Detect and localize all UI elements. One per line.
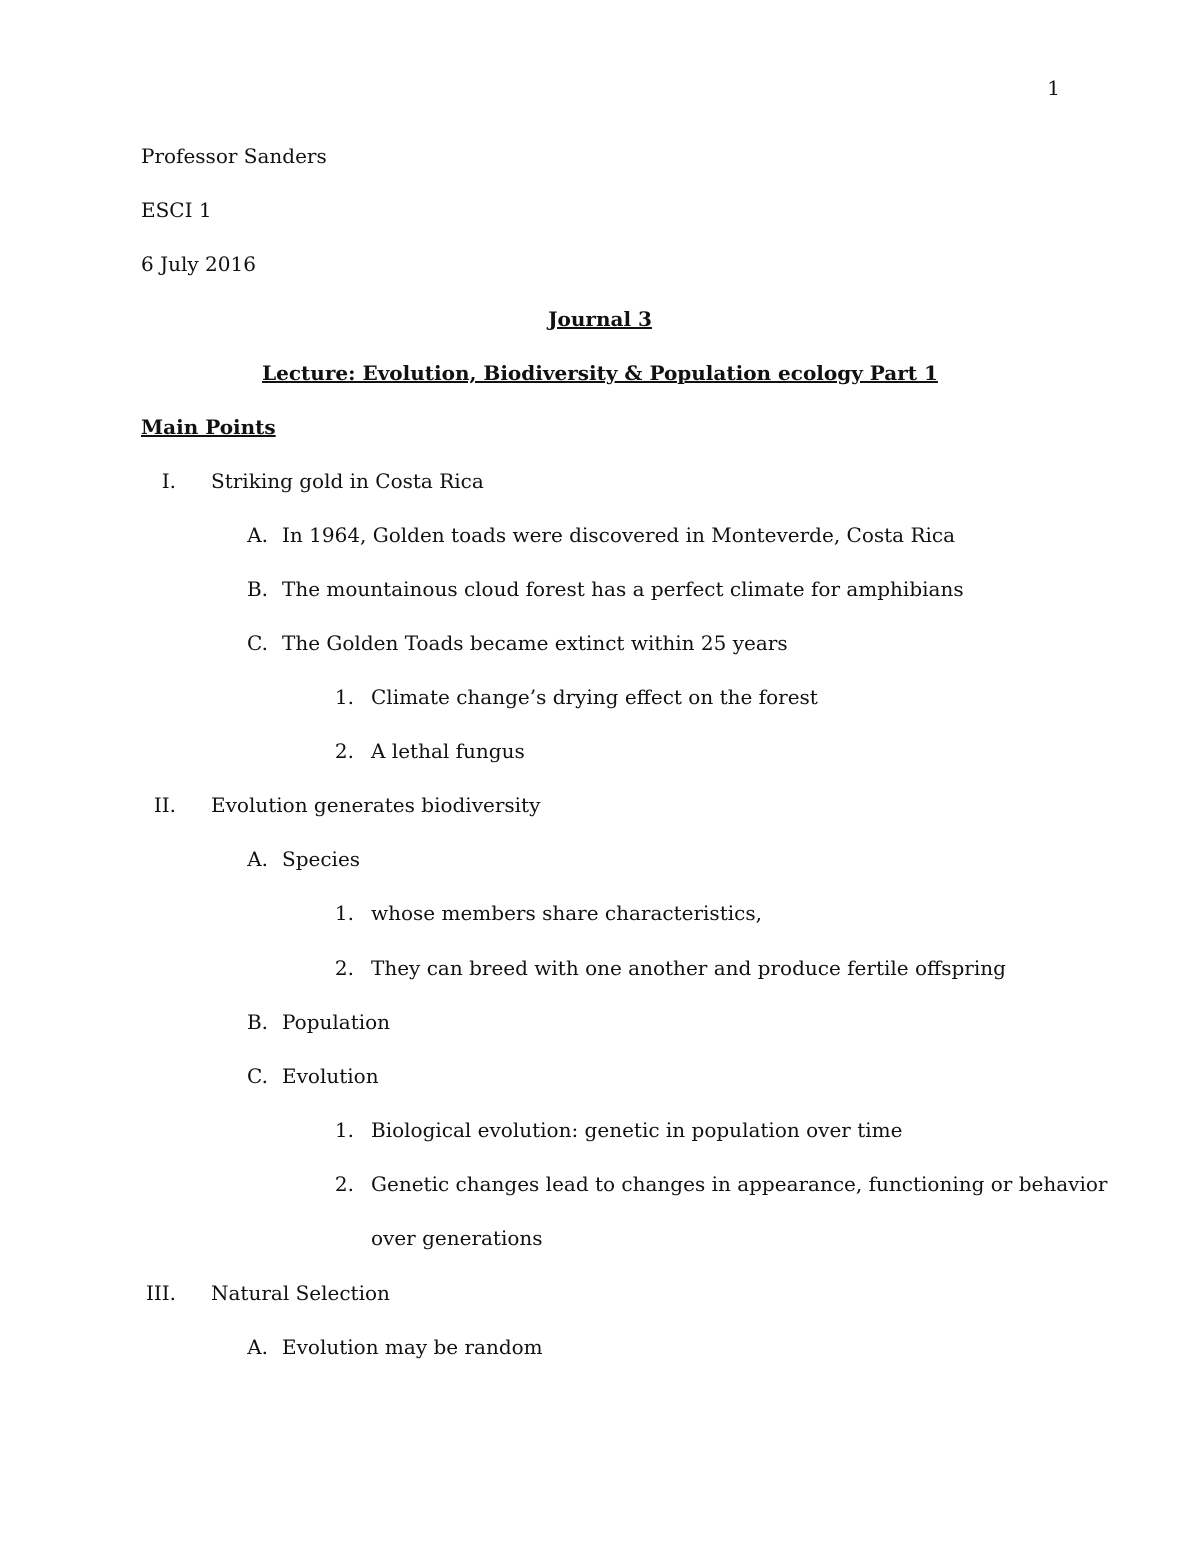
outline-item: In 1964, Golden toads were discovered in Monteverde, Costa Rica [282, 523, 956, 547]
outline-marker-roman: I. [161, 469, 176, 493]
outline-item: Species [282, 847, 361, 871]
document-date: 6 July 2016 [141, 252, 256, 276]
outline-marker-roman: III. [145, 1281, 176, 1305]
outline-section-heading: Natural Selection [211, 1281, 390, 1305]
outline-item: The Golden Toads became extinct within 25 years [282, 631, 788, 655]
outline-marker-letter: B. [246, 577, 268, 601]
page-number: 1 [1047, 76, 1060, 100]
outline-subitem-continuation: over generations [371, 1226, 543, 1250]
outline-marker-letter: A. [247, 847, 268, 871]
outline-marker-number: 1. [334, 901, 354, 925]
outline-marker-roman: II. [153, 793, 176, 817]
outline-item: Evolution may be random [282, 1335, 543, 1359]
outline-subitem: They can breed with one another and produce fertile offspring [371, 956, 1006, 980]
outline-marker-number: 2. [334, 1172, 354, 1196]
outline-marker-number: 2. [334, 956, 354, 980]
outline-item: The mountainous cloud forest has a perfect climate for amphibians [282, 577, 964, 601]
professor-name: Professor Sanders [141, 144, 327, 168]
outline-marker-number: 2. [334, 739, 354, 763]
outline-marker-letter: B. [246, 1010, 268, 1034]
outline-section-heading: Striking gold in Costa Rica [211, 469, 484, 493]
document-title: Journal 3 [548, 307, 652, 331]
course-name: ESCI 1 [141, 198, 212, 222]
outline-section-heading: Evolution generates biodiversity [211, 793, 541, 817]
outline-marker-letter: C. [247, 1064, 268, 1088]
main-points-heading: Main Points [141, 415, 276, 439]
outline-subitem: A lethal fungus [371, 739, 525, 763]
lecture-title: Lecture: Evolution, Biodiversity & Population ecology Part 1 [262, 361, 938, 385]
outline-subitem: Genetic changes lead to changes in appearance, functioning or behavior [371, 1172, 1108, 1196]
outline-subitem: Biological evolution: genetic in population over time [371, 1118, 903, 1142]
outline-marker-number: 1. [334, 1118, 354, 1142]
outline-item: Population [282, 1010, 391, 1034]
outline-marker-letter: A. [247, 1335, 268, 1359]
outline-marker-number: 1. [334, 685, 354, 709]
outline-subitem: Climate change’s drying effect on the forest [371, 685, 818, 709]
outline-marker-letter: A. [247, 523, 268, 547]
outline-item: Evolution [282, 1064, 379, 1088]
outline-marker-letter: C. [247, 631, 268, 655]
outline-subitem: whose members share characteristics, [371, 901, 762, 925]
